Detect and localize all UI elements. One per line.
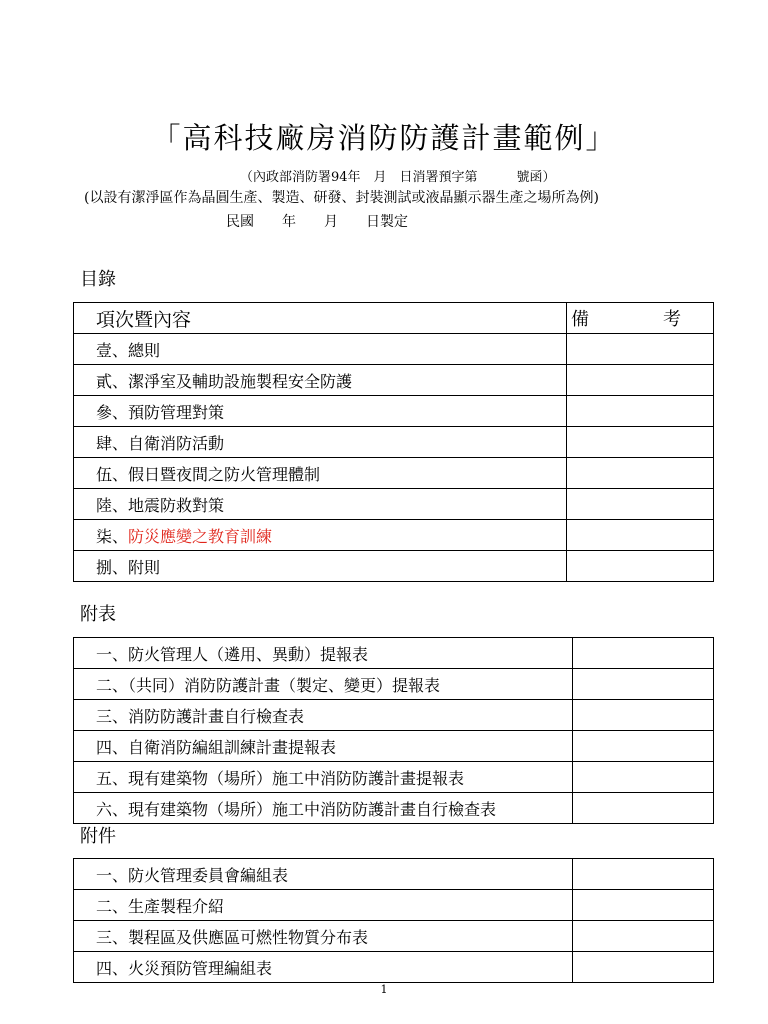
toc-item bbox=[74, 365, 567, 396]
document-title: 「高科技廠房消防防護計畫範例」 bbox=[151, 121, 617, 155]
toc-item-number: 參、 bbox=[96, 402, 129, 422]
toc-heading: 目錄 bbox=[80, 269, 116, 290]
appendix-table-note-cell bbox=[573, 638, 714, 669]
toc-item-text: 預防管理對策 bbox=[128, 402, 225, 422]
appendix-table-note-cell bbox=[573, 731, 714, 762]
toc-item-number: 貳、 bbox=[96, 371, 129, 391]
page-number: 1 bbox=[380, 983, 388, 996]
attachment-item: 三、製程區及供應區可燃性物質分布表 bbox=[74, 921, 573, 952]
toc-item bbox=[74, 458, 567, 489]
attachment-row bbox=[74, 921, 714, 952]
toc-row bbox=[74, 334, 714, 365]
appendix-table-row bbox=[74, 731, 714, 762]
toc-item bbox=[74, 396, 567, 427]
appendix-table-item: 六、現有建築物（場所）施工中消防防護計畫自行檢查表 bbox=[74, 793, 573, 824]
attachment-note-cell bbox=[573, 921, 714, 952]
toc-item-number: 柒、 bbox=[96, 526, 129, 546]
appendix-table-item: 四、自衛消防編組訓練計畫提報表 bbox=[74, 731, 573, 762]
attachment-row bbox=[74, 890, 714, 921]
appendix-table-row bbox=[74, 793, 714, 824]
toc-row bbox=[74, 489, 714, 520]
toc-note-cell bbox=[567, 458, 714, 489]
subtitle-scope: (以設有潔淨區作為晶圓生產、製造、研發、封裝測試或液晶顯示器生產之場所為例) bbox=[84, 190, 599, 206]
col-content-header: 項次暨內容 bbox=[74, 303, 567, 334]
attachment-note-cell bbox=[573, 952, 714, 983]
toc-item-text: 地震防救對策 bbox=[128, 495, 225, 515]
attachment-item: 四、火災預防管理編組表 bbox=[74, 952, 573, 983]
toc-item-number: 肆、 bbox=[96, 433, 129, 453]
toc-item-text: 假日暨夜間之防火管理體制 bbox=[128, 464, 321, 484]
appendix-table-item: 三、消防防護計畫自行檢查表 bbox=[74, 700, 573, 731]
toc-note-cell bbox=[567, 520, 714, 551]
subtitle-date: 民國 年 月 日製定 bbox=[226, 214, 408, 230]
toc-table bbox=[73, 302, 714, 582]
toc-note-cell bbox=[567, 551, 714, 582]
toc-item bbox=[74, 334, 567, 365]
toc-row bbox=[74, 551, 714, 582]
appendix-table-row bbox=[74, 638, 714, 669]
toc-item-text: 防災應變之教育訓練 bbox=[128, 526, 273, 546]
toc-item-text: 自衛消防活動 bbox=[128, 433, 225, 453]
appendix-table-item: 一、防火管理人（遴用、異動）提報表 bbox=[74, 638, 573, 669]
toc-item bbox=[74, 427, 567, 458]
appendix-table-row bbox=[74, 700, 714, 731]
appendix-table-item: 五、現有建築物（場所）施工中消防防護計畫提報表 bbox=[74, 762, 573, 793]
toc-item-number: 陸、 bbox=[96, 495, 129, 515]
toc-row bbox=[74, 520, 714, 551]
attachment-note-cell bbox=[573, 890, 714, 921]
toc-note-cell bbox=[567, 334, 714, 365]
attachment-row bbox=[74, 952, 714, 983]
toc-row bbox=[74, 365, 714, 396]
toc-note-cell bbox=[567, 489, 714, 520]
subtitle-reference: （內政部消防署94年 月 日消署預字第 號函） bbox=[240, 170, 556, 185]
toc-item-text: 附則 bbox=[128, 557, 161, 577]
col-note-header: 備 考 bbox=[567, 303, 714, 334]
appendix-table-note-cell bbox=[573, 762, 714, 793]
toc-item-number: 壹、 bbox=[96, 340, 129, 360]
toc-item-text: 潔淨室及輔助設施製程安全防護 bbox=[128, 371, 353, 391]
attachments-heading: 附件 bbox=[80, 826, 116, 847]
attachment-item: 一、防火管理委員會編組表 bbox=[74, 859, 573, 890]
attachment-row bbox=[74, 859, 714, 890]
toc-row bbox=[74, 427, 714, 458]
attachment-note-cell bbox=[573, 859, 714, 890]
appendix-tables-table bbox=[73, 637, 714, 824]
appendix-table-row bbox=[74, 762, 714, 793]
toc-header-row bbox=[74, 303, 714, 334]
appendix-table-row bbox=[74, 669, 714, 700]
appendix-table-item: 二、（共同）消防防護計畫（製定、變更）提報表 bbox=[74, 669, 573, 700]
appendix-tables-heading: 附表 bbox=[80, 604, 116, 625]
toc-note-cell bbox=[567, 427, 714, 458]
appendix-table-note-cell bbox=[573, 669, 714, 700]
toc-item-number: 伍、 bbox=[96, 464, 129, 484]
appendix-table-note-cell bbox=[573, 700, 714, 731]
toc-item bbox=[74, 489, 567, 520]
toc-note-cell bbox=[567, 365, 714, 396]
toc-row bbox=[74, 396, 714, 427]
toc-item-text: 總則 bbox=[128, 340, 161, 360]
appendix-table-note-cell bbox=[573, 793, 714, 824]
toc-note-cell bbox=[567, 396, 714, 427]
toc-item bbox=[74, 520, 567, 551]
toc-item bbox=[74, 551, 567, 582]
toc-item-number: 捌、 bbox=[96, 557, 129, 577]
attachments-table bbox=[73, 858, 714, 983]
attachment-item: 二、生產製程介紹 bbox=[74, 890, 573, 921]
toc-row bbox=[74, 458, 714, 489]
